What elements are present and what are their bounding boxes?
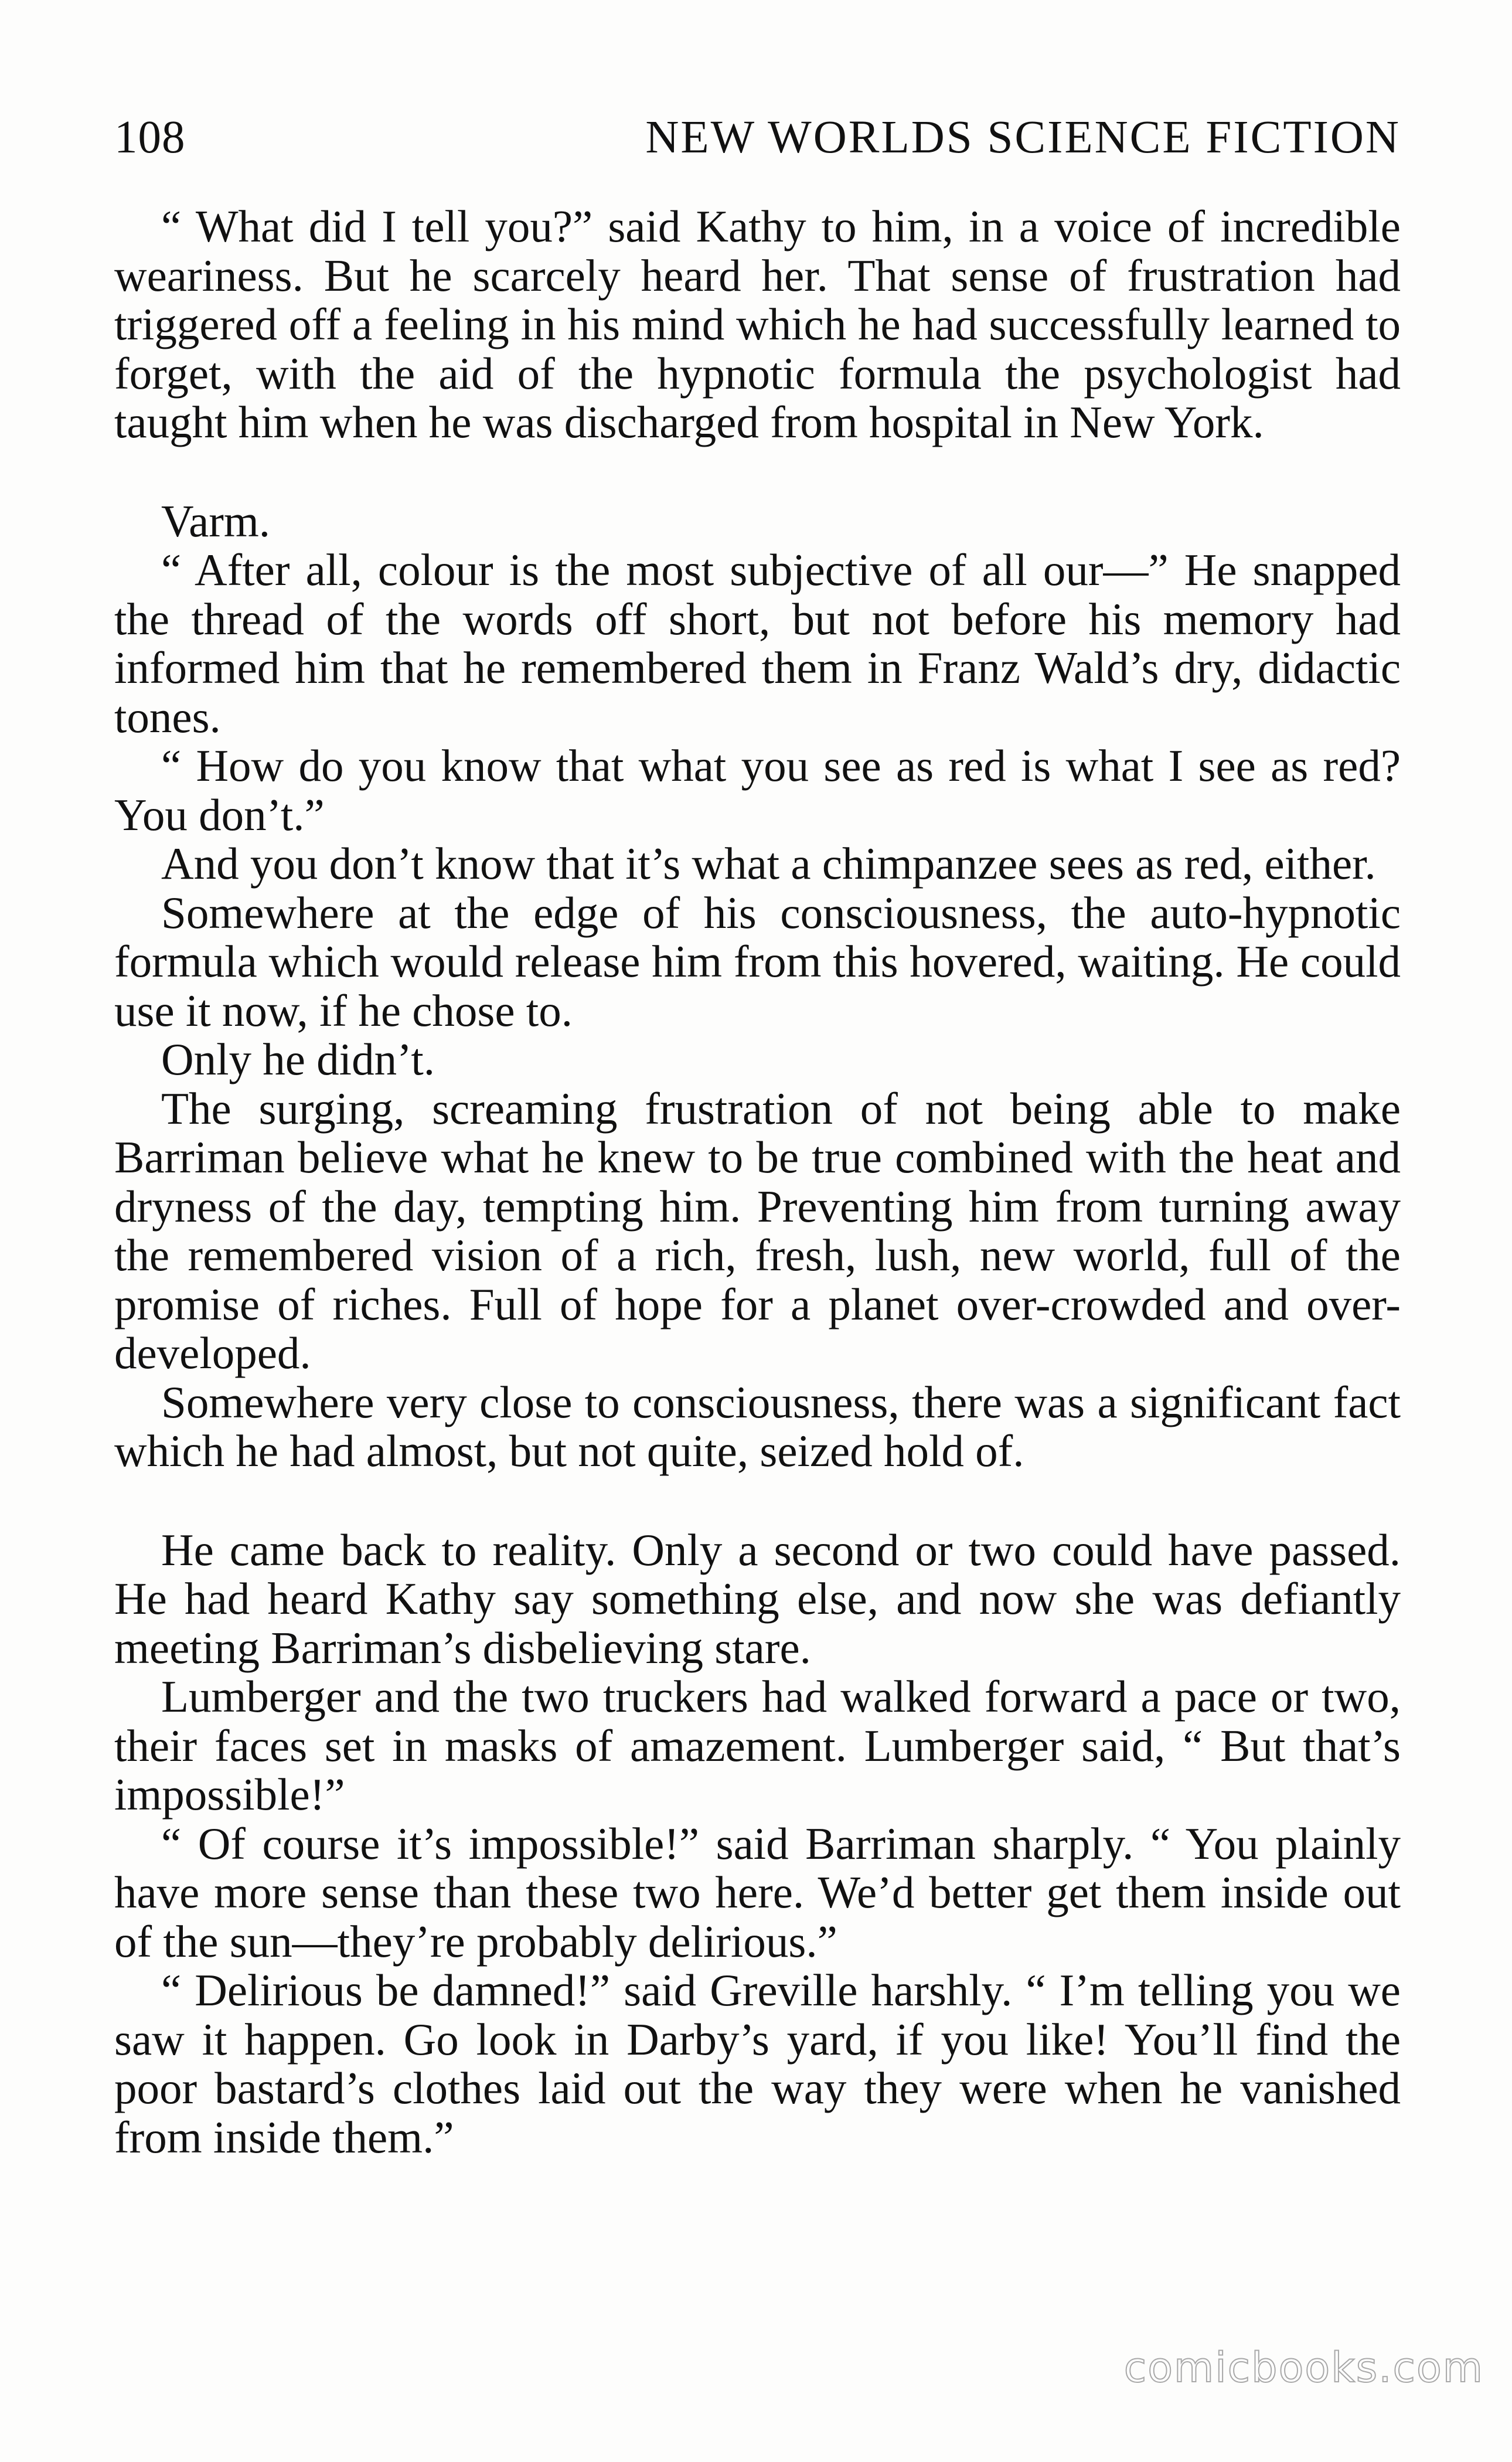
paragraph: “ Of course it’s impossible!” said Barriman sharply. “ You plainly have more sense than these two here. We’d better get them inside out of the sun—they’re probably delirious.”	[114, 1818, 1401, 1967]
paragraph: “ What did I tell you?” said Kathy to him, in a voice of incredible weariness. But he scarcely heard her. That sense of frustration had triggered off a feeling in his mind which he had successfully learned to forget, with the aid of the hypnotic formula the psychologist had taught him when he was discharged from hospital in New York.	[114, 201, 1401, 447]
paragraph: Somewhere very close to consciousness, there was a significant fact which he had almost, but not quite, seized hold of.	[114, 1376, 1401, 1476]
paragraph: Varm.	[161, 495, 271, 546]
paragraph: The surging, screaming frustration of not being able to make Barriman believe what he knew to be true combined with the heat and dryness of the day, tempting him. Preventing him from turning away the remembered vision of a rich, fresh, lush, new world, full of the promise of riches. Full of hope for a planet over-crowded and over-developed.	[114, 1083, 1401, 1378]
paragraph: Lumberger and the two truckers had walked forward a pace or two, their faces set in masks of amazement. Lumberger said, “ But that’s impossible!”	[114, 1671, 1401, 1820]
site-watermark: comicbooks.com	[1123, 2344, 1484, 2392]
paragraph: Somewhere at the edge of his consciousness, the auto-hypnotic formula which would release him from this hovered, waiting. He could use it now, if he chose to.	[114, 887, 1401, 1036]
paragraph: And you don’t know that it’s what a chimpanzee sees as red, either.	[161, 838, 1376, 889]
running-head: NEW WORLDS SCIENCE FICTION	[645, 112, 1401, 163]
paragraph: “ Delirious be damned!” said Greville harshly. “ I’m telling you we saw it happen. Go look in Darby’s yard, if you like! You’ll find the poor bastard’s clothes laid out the way they were when he vanished from inside them.”	[114, 1965, 1401, 2162]
body-text	[114, 202, 1401, 2162]
paragraph: He came back to reality. Only a second or two could have passed. He had heard Kathy say something else, and now she was defiantly meeting Barriman’s disbelieving stare.	[114, 1524, 1401, 1673]
paragraph: “ After all, colour is the most subjective of all our—” He snapped the thread of the words off short, but not before his memory had informed him that he remembered them in Franz Wald’s dry, didactic tones.	[114, 545, 1401, 742]
page-number: 108	[114, 112, 186, 163]
section-break	[114, 1476, 1401, 1526]
paragraph: “ How do you know that what you see as red is what I see as red? You don’t.”	[114, 740, 1401, 840]
section-break	[114, 447, 1401, 497]
page-header	[114, 106, 1401, 170]
paragraph: Only he didn’t.	[161, 1034, 435, 1084]
